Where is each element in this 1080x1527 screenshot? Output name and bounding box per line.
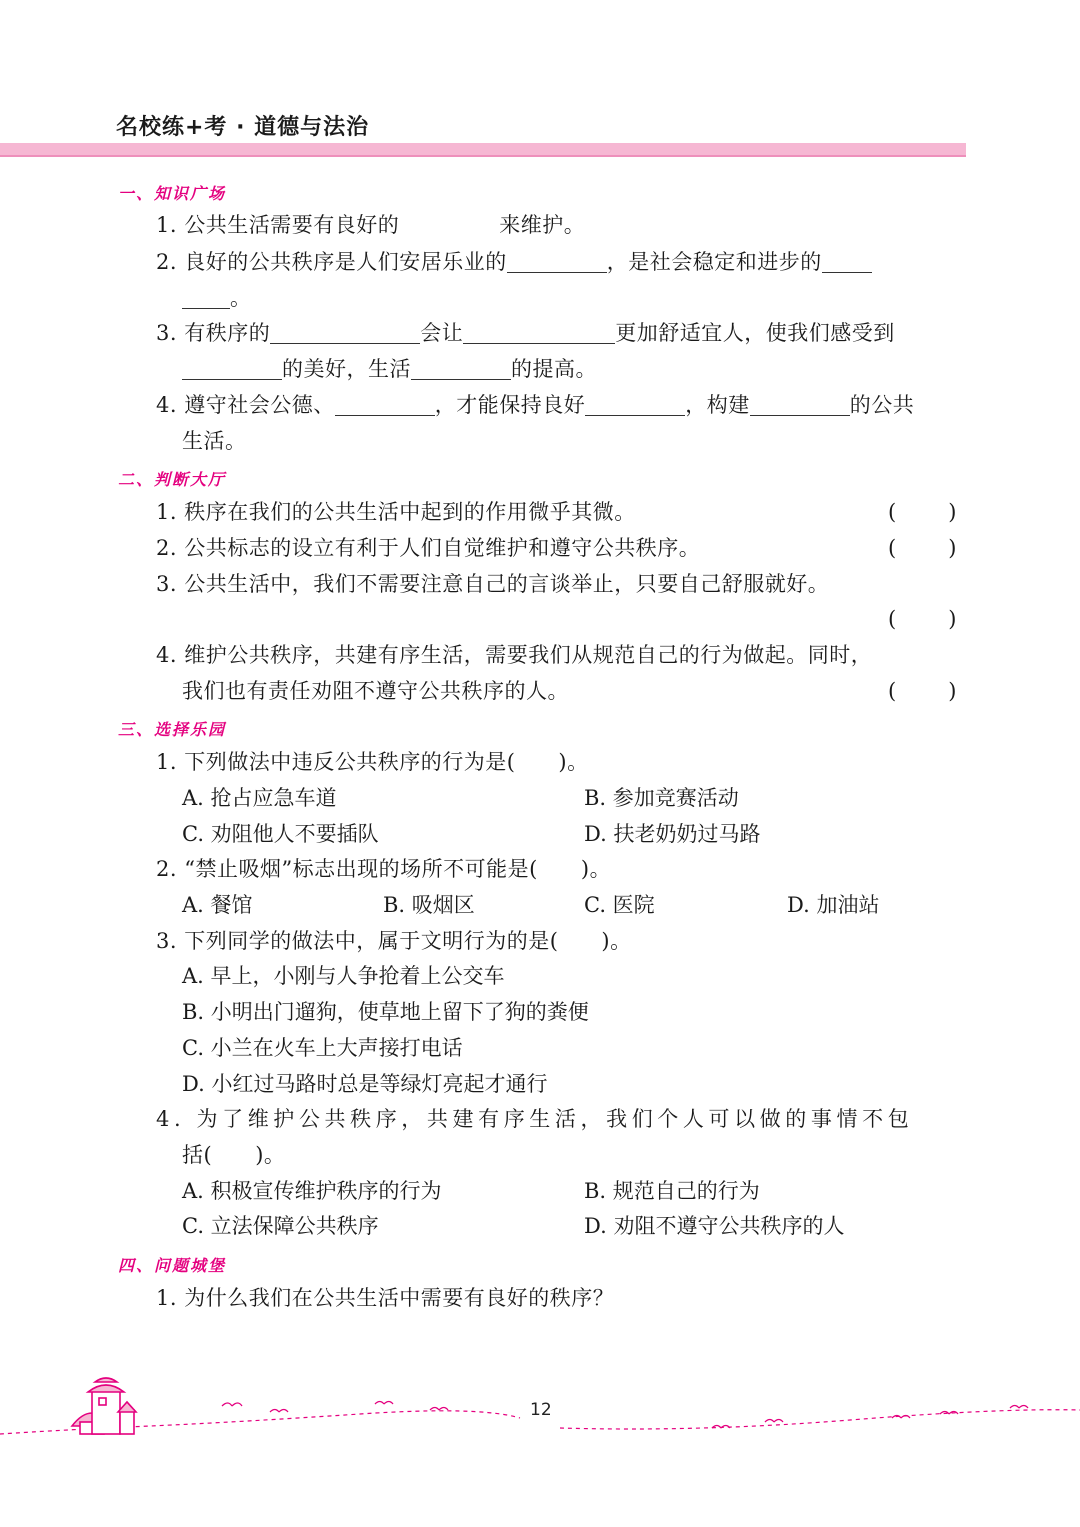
judge-question-4: 4. 维护公共秩序，共建有序生活，需要我们从规范自己的行为做起。同时， xyxy=(156,643,873,667)
choice-question-2: 2. “禁止吸烟”标志出现的场所不可能是( )。 xyxy=(156,857,612,881)
answer-blank[interactable] xyxy=(507,250,607,273)
section-title-choice: 三、选择乐园 xyxy=(118,720,227,739)
fill-q4-text-b: ，才能保持良好 xyxy=(434,393,586,417)
fill-q3-text-b: 会让 xyxy=(420,321,464,345)
answer-blank[interactable] xyxy=(822,250,872,273)
house-icon xyxy=(72,1378,136,1434)
page-header-title: 名校练+考 · 道德与法治 xyxy=(116,115,370,140)
dashed-vine-right xyxy=(560,1410,1080,1429)
fill-q3-text-c: 更加舒适宜人，使我们感受到 xyxy=(615,321,895,345)
answer-blank[interactable] xyxy=(182,357,282,380)
answer-blank[interactable] xyxy=(182,286,230,309)
choice-question-4-cont: 括( )。 xyxy=(182,1143,286,1167)
answer-blank[interactable] xyxy=(463,321,615,344)
judge-question-2: 2. 公共标志的设立有利于人们自觉维护和遵守公共秩序。 xyxy=(156,536,701,560)
fill-q1-text-a: 1. 公共生活需要有良好的 xyxy=(156,213,400,237)
header-divider-bar xyxy=(0,143,966,157)
answer-parentheses[interactable]: ( ) xyxy=(888,500,957,524)
answer-blank[interactable] xyxy=(411,357,511,380)
answer-blank[interactable] xyxy=(270,321,420,344)
section-title-judgement: 二、判断大厅 xyxy=(118,470,227,489)
fill-q4-text-c: ，构建 xyxy=(685,393,750,417)
fill-question-1 xyxy=(156,211,585,239)
fill-q3-text-e: 的提高。 xyxy=(511,357,597,381)
fill-question-3 xyxy=(156,319,895,347)
fill-question-2 xyxy=(156,248,872,276)
open-question-1: 1. 为什么我们在公共生活中需要有良好的秩序？ xyxy=(156,1286,615,1310)
answer-parentheses[interactable]: ( ) xyxy=(888,607,957,631)
answer-parentheses[interactable]: ( ) xyxy=(888,679,957,703)
answer-blank[interactable] xyxy=(585,393,685,416)
fill-q2-text-c: 。 xyxy=(230,286,252,310)
fill-q2-text-a: 2. 良好的公共秩序是人们安居乐业的 xyxy=(156,250,507,274)
judge-question-4-cont: 我们也有责任劝阻不遵守公共秩序的人。 xyxy=(182,679,569,703)
judge-question-1: 1. 秩序在我们的公共生活中起到的作用微乎其微。 xyxy=(156,500,636,524)
choice-option[interactable]: D. 小红过马路时总是等绿灯亮起才通行 xyxy=(182,1072,548,1096)
fill-q3-text-d: 的美好，生活 xyxy=(282,357,411,381)
choice-option[interactable]: C. 立法保障公共秩序 xyxy=(182,1214,379,1238)
sprout-icons xyxy=(222,1402,1028,1429)
choice-option[interactable]: B. 规范自己的行为 xyxy=(584,1179,760,1203)
choice-question-3: 3. 下列同学的做法中，属于文明行为的是( )。 xyxy=(156,929,632,953)
fill-q3-text-a: 3. 有秩序的 xyxy=(156,321,271,345)
choice-option[interactable]: C. 医院 xyxy=(584,893,655,917)
fill-q4-text-a: 4. 遵守社会公德、 xyxy=(156,393,335,417)
section-title-questions: 四、问题城堡 xyxy=(118,1256,227,1275)
choice-option[interactable]: D. 扶老奶奶过马路 xyxy=(584,822,761,846)
choice-option[interactable]: B. 小明出门遛狗，使草地上留下了狗的粪便 xyxy=(182,1000,589,1024)
fill-q4-text-e: 生活。 xyxy=(182,429,247,453)
fill-q4-text-d: 的公共 xyxy=(849,393,915,417)
choice-option[interactable]: B. 吸烟区 xyxy=(383,893,475,917)
choice-option[interactable]: C. 小兰在火车上大声接打电话 xyxy=(182,1036,463,1060)
choice-option[interactable]: A. 餐馆 xyxy=(182,893,253,917)
answer-blank[interactable] xyxy=(335,393,435,416)
fill-q2-text-b: ，是社会稳定和进步的 xyxy=(606,250,822,274)
choice-option[interactable]: B. 参加竞赛活动 xyxy=(584,786,739,810)
judge-question-3: 3. 公共生活中，我们不需要注意自己的言谈举止，只要自己舒服就好。 xyxy=(156,572,830,596)
choice-option[interactable]: D. 加油站 xyxy=(787,893,880,917)
answer-blank[interactable] xyxy=(750,393,850,416)
choice-option[interactable]: A. 积极宣传维护秩序的行为 xyxy=(182,1179,442,1203)
fill-q1-text-b: 来维护。 xyxy=(499,213,586,237)
choice-option[interactable]: C. 劝阻他人不要插队 xyxy=(182,822,379,846)
fill-question-4 xyxy=(156,391,914,419)
choice-question-1: 1. 下列做法中违反公共秩序的行为是( )。 xyxy=(156,750,589,774)
answer-blank[interactable] xyxy=(399,213,499,236)
fill-question-3-cont xyxy=(182,355,597,383)
choice-option[interactable]: D. 劝阻不遵守公共秩序的人 xyxy=(584,1214,845,1238)
section-title-knowledge: 一、知识广场 xyxy=(118,184,227,203)
choice-question-4: 4. 为了维护公共秩序，共建有序生活，我们个人可以做的事情不包 xyxy=(156,1107,914,1131)
page-number: 12 xyxy=(530,1400,552,1420)
fill-question-2-cont xyxy=(182,284,252,312)
choice-option[interactable]: A. 抢占应急车道 xyxy=(182,786,337,810)
choice-option[interactable]: A. 早上，小刚与人争抢着上公交车 xyxy=(182,964,505,988)
answer-parentheses[interactable]: ( ) xyxy=(888,536,957,560)
